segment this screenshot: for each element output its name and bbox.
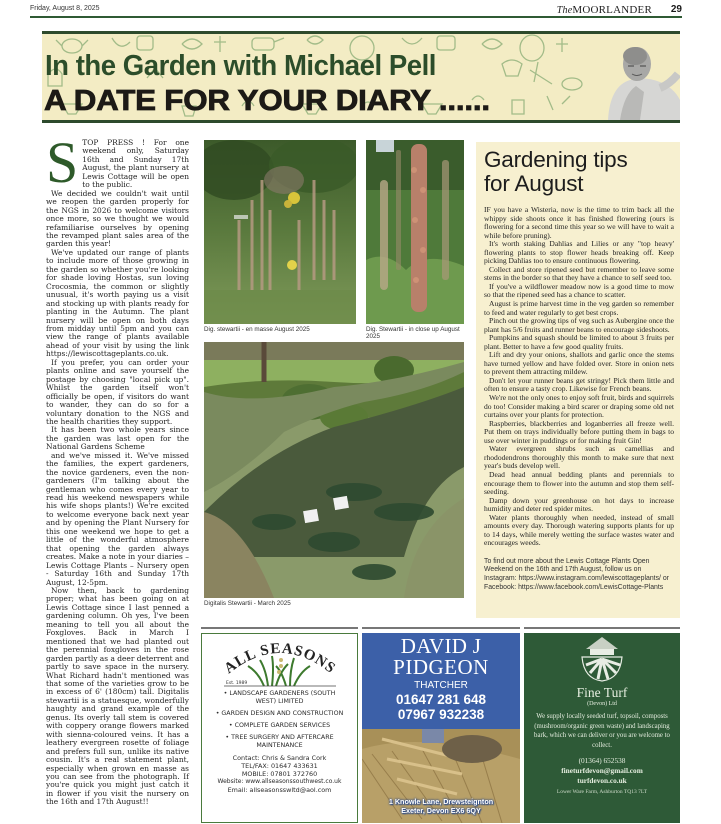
ad-david-pidgeon — [362, 633, 520, 823]
tip-paragraph: Water evergreen shrubs such as camellias and rhododendrons thoroughly this month to make sure that next year's buds develop well. — [484, 444, 674, 471]
photo-foxgloves-en-masse — [204, 140, 356, 324]
photo-caption: Dig. stewartii - en masse August 2025 — [204, 326, 310, 333]
contact-name: Contact: Chris & Sandra Cork — [232, 754, 327, 762]
tips-title: Gardening tips for August — [484, 147, 628, 196]
service-item: • GARDEN DESIGN AND CONSTRUCTION — [215, 710, 344, 717]
issue-date: Friday, August 8, 2025 — [30, 5, 100, 12]
contact-website: Website: www.allseasonssouthwest.co.uk — [217, 778, 342, 785]
business-name: Fine Turf — [576, 685, 628, 700]
all-seasons-logo — [202, 634, 357, 690]
newspaper-name: TheMOORLANDER — [556, 4, 652, 16]
ad-fine-turf — [524, 633, 680, 823]
business-website: turfdevon.co.uk — [577, 776, 627, 786]
photo-caption: Dig. Stewartii - in close up August 2025 — [366, 326, 460, 340]
drop-cap: S — [46, 130, 79, 195]
ad-divider — [201, 627, 358, 629]
author-photo — [600, 34, 680, 120]
business-name-line1: DAVID J — [400, 634, 482, 658]
business-address: 1 Knowle Lane, Drewsteignton Exeter, Devon EX6 6QY — [388, 797, 494, 815]
article-headline: A DATE FOR YOUR DIARY ...... — [44, 85, 490, 117]
foxglove-garden-image — [204, 140, 356, 324]
gardening-tips-box — [476, 142, 680, 618]
article-paragraph: We decided we couldn't wait until we reopen the garden properly for the NGS in 2026 to welcome visitors once more, so we thought we would refamiliarise ourselves by opening the revamped plant sales area of the garden this year! — [46, 188, 189, 249]
column-banner — [42, 31, 680, 123]
article-paragraph: It has been two whole years since the garden was last open for the National Gardens Scheme — [46, 425, 189, 452]
tip-paragraph: August is prime harvest time in the veg garden so remember to feed and water regularly to get best crops. — [484, 299, 674, 317]
business-address: Lower Ware Farm, Ashburton TQ13 7LT — [556, 789, 648, 796]
tip-paragraph: If you've a wildflower meadow now is a good time to mow so that the ripened seed has a chance to scatter. — [484, 281, 674, 300]
tip-paragraph: Don't let your runner beans get stringy! Pick them little and often to ensure a tasty crop. Likewise for French beans. — [484, 375, 674, 394]
column-title: In the Garden with Michael Pell — [45, 50, 436, 82]
tip-paragraph: Dead head annual bedding plants and perennials to encourage them to flower into the autumn and stop them self- seeding. — [484, 469, 674, 497]
photo-knot-garden — [204, 342, 464, 598]
contact-tel: TEL/FAX: 01647 433631 — [241, 762, 318, 770]
photo-foxglove-close-up — [366, 140, 464, 324]
business-role: THATCHER — [414, 680, 468, 691]
tips-body — [484, 206, 674, 548]
tip-paragraph: Collect and store ripened seed but remember to leave some stems in the border so that they have a chance to self seed too. — [484, 264, 674, 283]
article-paragraph: STOP PRESS ! For one weekend only, Saturday 16th and Sunday 17th August, the plant nursery at Lewis Cottage will be open to the public. — [46, 130, 189, 195]
service-item: • COMPLETE GARDEN SERVICES — [228, 722, 331, 729]
svg-text:Est. 1989: Est. 1989 — [226, 681, 248, 686]
field-house-logo-icon — [524, 633, 680, 683]
grass-logo-icon — [202, 634, 357, 690]
tip-paragraph: Lift and dry your onions, shallots and garlic once the stems have turned yellow and have folded over. Store in onion nets to prevent them attracting mildew. — [484, 350, 674, 377]
tip-paragraph: Pumpkins and squash should be limited to about 3 fruits per plant. Better to have a few good quality fruits. — [484, 333, 674, 351]
contact-email: Email: allseasonsswltd@aol.com — [227, 786, 332, 794]
contact-mobile: MOBILE: 07801 372760 — [241, 770, 318, 778]
business-name-line2: PIDGEON — [393, 655, 489, 679]
business-ltd: (Devon) Ltd — [587, 701, 617, 707]
tip-paragraph: Damp down your greenhouse on hot days to increase humidity and deter red spider mites. — [484, 495, 674, 514]
masthead-divider — [30, 16, 682, 18]
service-item: • LANDSCAPE GARDENERS (SOUTH WEST) LIMITED — [223, 690, 336, 705]
ad-all-seasons — [201, 633, 358, 823]
article-paragraph: Now then, back to gardening proper; what has been going on at Lewis Cottage since I last penned a gardening column. Oh yes, I've been meaning to tell you all about the Foxgloves. Back in March I mentioned that we had planted out the perennial foxgloves in the rose garden partly as a deer deterrent and partly to save space in the nursery. What Richard hadn't mentioned was that some of the varieties grow to be in excess of 6' (180cm) tall. Digitalis stewartii is a statuesque, wonderfully haughty and grand example of the genus. Its overly tall stem is covered with coppery orange flowers marked with sienna-coloured veins. It has a leathery evergreen rosette of foliage and prefers full sun, unlike its native cousin. It's a real statement plant, especially when grown en masse as you can see from the photograph. If you're quick you might just catch it in flower if you visit the nursery on the 16th and 17th August!! — [46, 586, 189, 807]
fine-turf-logo — [524, 633, 680, 683]
foxglove-close-up-image — [366, 140, 464, 324]
ad-divider — [362, 627, 520, 629]
tip-paragraph: It's worth staking Dahlias and Lilies or any "top heavy' flowering plants to stop flower heads breaking off. Keep picking Dahlias too to ensure continuous flowering. — [484, 239, 674, 266]
tip-paragraph: We're not the only ones to enjoy soft fruit, birds and squirrels do too! Consider making a bird scarer or draping some old net curtains over your plants for protection. — [484, 393, 674, 420]
article-paragraph: and we've missed it. We've missed the families, the expert gardeners, the novice gardeners, even the non-gardeners (I'm talking about the gentleman who comes every year to read his weekend newspapers while his wife shops plants!) We're excited to welcome everyone back next year and by opening the Plant Nursery for this one weekend we hope to get a little of the wonderful atmosphere that opening the garden always creates. Make a note in your diaries – Lewis Cottage Plants – Nursery open - Saturday 16th and Sunday 17th August, 12-5pm. — [46, 450, 189, 587]
article-body — [46, 130, 189, 807]
business-description: We supply locally seeded turf, topsoil, composts (mushroom/organic green waste) and landscaping bark, which we can deliver or you are welcome to collect. — [534, 713, 670, 749]
knot-garden-image — [204, 342, 464, 598]
phone-landline: 01647 281 648 — [395, 692, 487, 707]
tip-paragraph: Pinch out the growing tips of veg such as Aubergine once the plant has 5/6 fruits and runner beans to encourage sideshoots. — [484, 316, 674, 334]
business-email: fineturfdevon@gmail.com — [561, 766, 643, 776]
tips-footer-links: To find out more about the Lewis Cottage Plants Open Weekend on the 16th and 17th August, follow us on Instagram: https://www.instagram.com/lewiscottageplants/ or Facebook: https://www.facebook.com/LewisCottage-Plants — [484, 557, 669, 591]
page-number: 29 — [670, 4, 682, 15]
tip-paragraph: Water plants thoroughly when needed, instead of small amounts every day. Thorough watering supports plants for up to 14 days, while merely wetting the surface wastes water and encourages weeds. — [484, 512, 674, 548]
article-paragraph: We've updated our range of plants to include more of those growing in the garden so whether you're looking for shade loving Hostas, sun loving Crocosmia, the common or slightly unusual, it's worth paying us a visit and stocking up with plants ready for planting in the Autumn. The plant nursery will be open on both days from midday until 5pm and you can view the range of plants available ahead of your visit by using the link https://lewiscottageplants.co.uk. — [46, 247, 189, 359]
ad-divider — [524, 627, 680, 629]
contact-details — [202, 754, 357, 794]
business-phone: (01364) 652538 — [578, 756, 626, 766]
tip-paragraph: IF you have a Wisteria, now is the time to trim back all the whippy side shoots once it has finished flowering (ours is flowering for a second time this year so we will have to wait a while before pruning). — [484, 205, 674, 240]
service-item: • TREE SURGERY AND AFTERCARE MAINTENANCE — [225, 734, 334, 749]
photo-caption: Digitalis Stewartii - March 2025 — [204, 600, 291, 607]
svg-text:ALL SEASONS: ALL SEASONS — [221, 640, 339, 678]
tip-paragraph: Raspberries, blackberries and loganberries all freeze well. Put them on trays individually before putting them in bags to use over winter in puddings or for making fruit Gin! — [484, 418, 674, 445]
article-paragraph: If you prefer, you can order your plants online and save yourself the postage by choosing "local pick up". Whilst the garden itself won't officially be open, if visitors do want to wander, they can do so for a voluntary donation to the NGS and the health charities they support. — [46, 357, 189, 426]
phone-mobile: 07967 932238 — [397, 707, 485, 722]
